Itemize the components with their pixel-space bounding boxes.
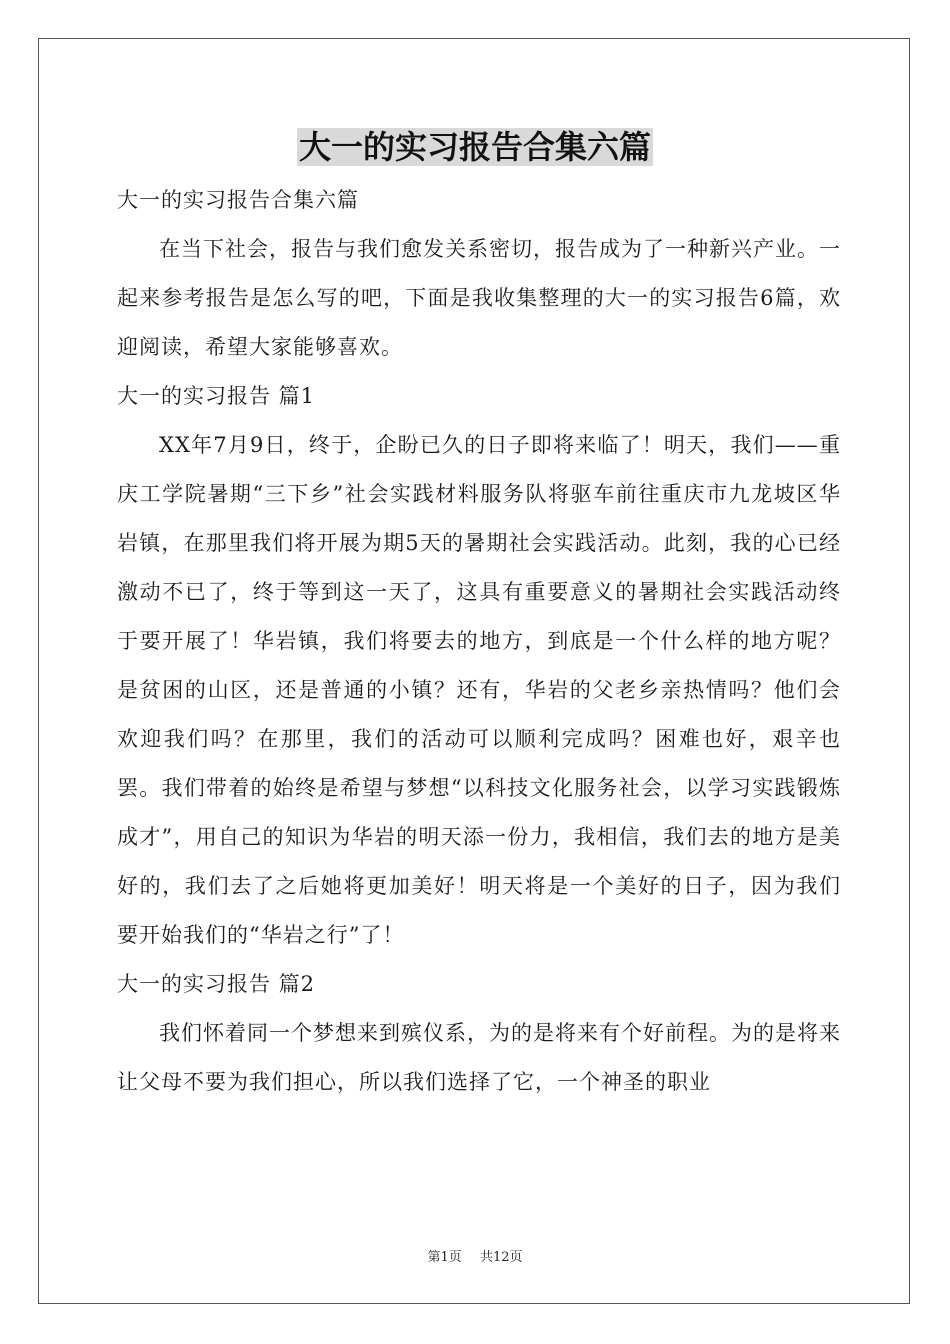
document-body: [117, 176, 841, 1107]
paragraph-subtitle: 大一的实习报告合集六篇: [117, 188, 359, 212]
document-title: [0, 124, 950, 170]
paragraph-intro: 在当下社会，报告与我们愈发关系密切，报告成为了一种新兴产业。一起来参考报告是怎么写的吧，下面是我收集整理的大一的实习报告6篇，欢迎阅读，希望大家能够喜欢。: [117, 237, 841, 359]
section-heading-2: 大一的实习报告 篇2: [117, 972, 316, 996]
section-heading-1: 大一的实习报告 篇1: [117, 384, 316, 408]
page-footer: [0, 1246, 950, 1265]
paragraph-section-2: 我们怀着同一个梦想来到殡仪系，为的是将来有个好前程。为的是将来让父母不要为我们担心，所以我们选择了它，一个神圣的职业: [117, 1021, 841, 1094]
document-title-text: 大一的实习报告合集六篇: [298, 128, 651, 166]
page-total: 共12页: [479, 1250, 523, 1265]
paragraph-section-1: XX年7月9日，终于，企盼已久的日子即将来临了！明天，我们——重庆工学院暑期“三下乡”社会实践材料服务队将驱车前往重庆市九龙坡区华岩镇，在那里我们将开展为期5天的暑期社会实践活动。此刻，我的心已经激动不已了，终于等到这一天了，这具有重要意义的暑期社会实践活动终于要开展了！华岩镇，我们将要去的地方，到底是一个什么样的地方呢？是贫困的山区，还是普通的小镇？还有，华岩的父老乡亲热情吗？他们会欢迎我们吗？在那里，我们的活动可以顺利完成吗？困难也好，艰辛也罢。我们带着的始终是希望与梦想“以科技文化服务社会，以学习实践锻炼成才”，用自己的知识为华岩的明天添一份力，我相信，我们去的地方是美好的，我们去了之后她将更加美好！明天将是一个美好的日子，因为我们要开始我们的“华岩之行”了！: [117, 433, 841, 947]
page-number: 第1页: [427, 1250, 462, 1265]
